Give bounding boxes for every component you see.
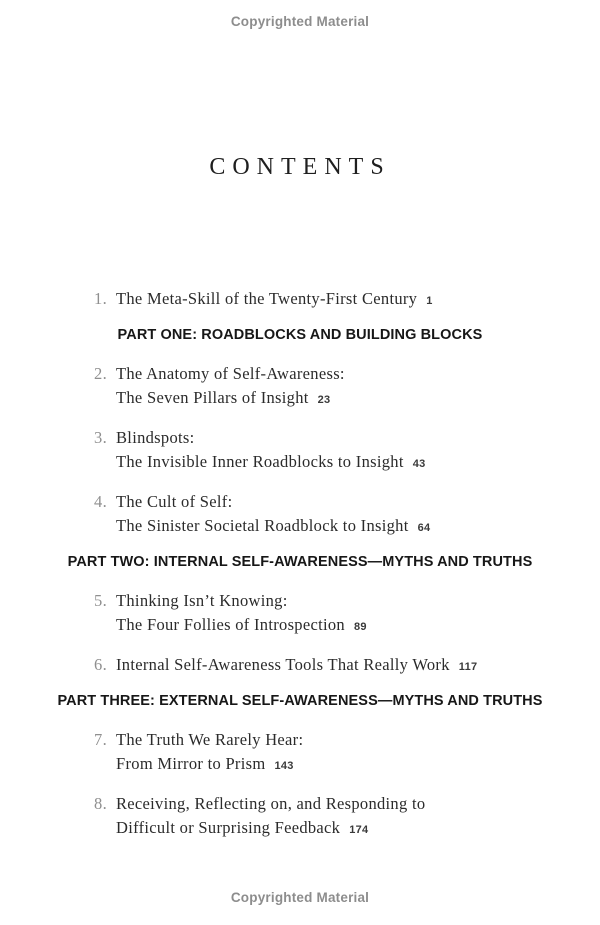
chapter-title-text: The Four Follies of Introspection bbox=[116, 615, 345, 634]
page-title: CONTENTS bbox=[209, 154, 391, 181]
chapter-title-line bbox=[116, 426, 426, 450]
chapter-title-text: Internal Self-Awareness Tools That Really Work bbox=[116, 655, 450, 674]
chapter-title bbox=[107, 653, 477, 679]
chapter-title-line bbox=[116, 613, 367, 639]
chapter-title-text: The Truth We Rarely Hear: bbox=[116, 730, 304, 749]
chapter-title-line bbox=[116, 450, 426, 476]
chapter-title-line bbox=[116, 362, 345, 386]
table-of-contents bbox=[0, 287, 600, 856]
part-heading: PART ONE: ROADBLOCKS AND BUILDING BLOCKS bbox=[117, 327, 483, 343]
page-number: 23 bbox=[317, 394, 331, 406]
toc-entry bbox=[0, 426, 600, 476]
chapter-title-text: Blindspots: bbox=[116, 428, 195, 447]
part-heading: PART TWO: INTERNAL SELF-AWARENESS—MYTHS AND TRUTHS bbox=[67, 554, 533, 570]
chapter-title-line bbox=[116, 653, 477, 679]
chapter-title-text: The Meta-Skill of the Twenty-First Century bbox=[116, 289, 418, 308]
chapter-title-line bbox=[116, 728, 303, 752]
chapter-number: 2. bbox=[94, 364, 107, 383]
page-number: 174 bbox=[349, 824, 369, 836]
chapter-number: 7. bbox=[94, 730, 107, 749]
chapter-number: 4. bbox=[94, 492, 107, 511]
chapter-title-line bbox=[116, 490, 430, 514]
toc-entry bbox=[0, 653, 600, 679]
chapter-title-text: From Mirror to Prism bbox=[116, 754, 266, 773]
chapter-title-text: Receiving, Reflecting on, and Responding to bbox=[116, 794, 426, 813]
chapter-title-line bbox=[116, 589, 367, 613]
chapter-title bbox=[107, 426, 426, 476]
page-number: 89 bbox=[353, 621, 367, 633]
chapter-title-line bbox=[116, 816, 425, 842]
chapter-number: 8. bbox=[94, 794, 107, 813]
chapter-title-line bbox=[116, 752, 303, 778]
chapter-title-text: The Sinister Societal Roadblock to Insight bbox=[116, 516, 409, 535]
chapter-title-text: The Seven Pillars of Insight bbox=[116, 388, 309, 407]
chapter-title bbox=[107, 792, 425, 842]
chapter-title-line bbox=[116, 514, 430, 540]
chapter-number: 3. bbox=[94, 428, 107, 447]
chapter-title bbox=[107, 589, 367, 639]
chapter-title-text: The Anatomy of Self-Awareness: bbox=[116, 364, 345, 383]
page-number: 117 bbox=[458, 661, 478, 673]
part-heading: PART THREE: EXTERNAL SELF-AWARENESS—MYTHS AND TRUTHS bbox=[57, 693, 543, 709]
chapter-title-text: The Cult of Self: bbox=[116, 492, 233, 511]
page-number: 143 bbox=[274, 760, 294, 772]
toc-entry bbox=[0, 728, 600, 778]
chapter-title-line bbox=[116, 287, 433, 313]
toc-entry bbox=[0, 490, 600, 540]
chapter-title-text: Thinking Isn’t Knowing: bbox=[116, 591, 288, 610]
chapter-title-line bbox=[116, 386, 345, 412]
toc-entry bbox=[0, 287, 600, 313]
chapter-title bbox=[107, 287, 433, 313]
toc-entry bbox=[0, 589, 600, 639]
chapter-number: 1. bbox=[94, 289, 107, 308]
chapter-title-line bbox=[116, 792, 425, 816]
toc-entry bbox=[0, 792, 600, 842]
page-number: 1 bbox=[426, 295, 433, 307]
copyright-notice-bottom: Copyrighted Material bbox=[230, 890, 370, 905]
chapter-title bbox=[107, 490, 430, 540]
copyright-notice-top: Copyrighted Material bbox=[230, 14, 370, 29]
chapter-number: 6. bbox=[94, 655, 107, 674]
page-number: 64 bbox=[417, 522, 431, 534]
chapter-title-text: The Invisible Inner Roadblocks to Insight bbox=[116, 452, 404, 471]
page-number: 43 bbox=[412, 458, 426, 470]
chapter-title bbox=[107, 362, 345, 412]
toc-entry bbox=[0, 362, 600, 412]
chapter-title-text: Difficult or Surprising Feedback bbox=[116, 818, 341, 837]
chapter-number: 5. bbox=[94, 591, 107, 610]
chapter-title bbox=[107, 728, 303, 778]
